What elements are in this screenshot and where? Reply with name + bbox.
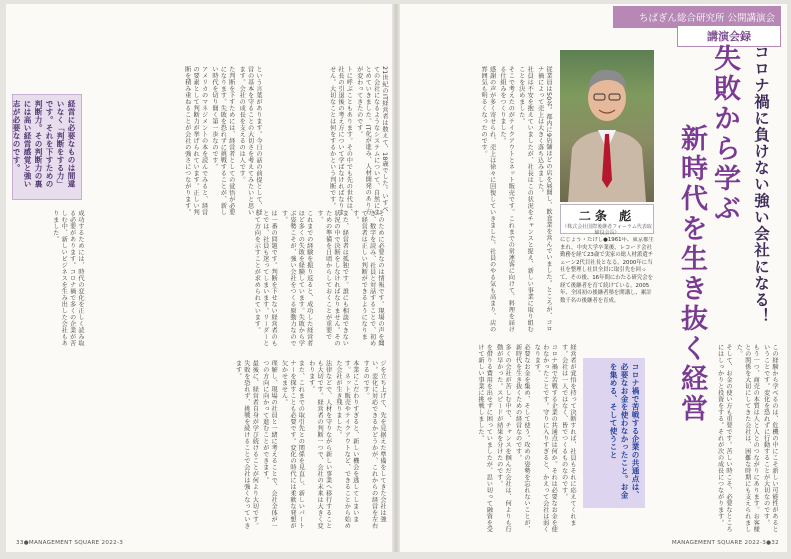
paragraph: 成功するためには、時代の変化を正しく読み取る必要があります。コロナ禍で多くの企業が苦しむ中、新しいビジネスを生み出した会社もありました。 [51,210,84,347]
paragraph: 理解し、現場の社員と一緒に考えることで、会社全体が一つの方向に向かって進むことができます。 [261,360,278,529]
speaker-photo [560,50,654,202]
speaker-affiliation: （株式会社国際後継者フォーラム代表取締役会長） [562,224,652,236]
speaker-name-box [560,204,654,234]
body-column [270,66,390,216]
pull-quote: 経営に必要なものは間違いなく「判断をする力」です。それを下すための判断力。その判断力の裏には高い経営感覚と強い志が必要なのです。 [12,94,82,200]
headline-main-1: 失敗から学ぶ [709,44,740,224]
magazine-spread [6,4,787,552]
paragraph: そして、お金の使い方も重要です。苦しい時こそ、必要なところにはしっかりと投資をする。それが次の成長につながります。 [716,344,732,533]
page-number-right: MANAGEMENT SQUARE 2022-3●32 [671,540,779,546]
paragraph: 法律などで、人材を守りながら新しい事業へ移行することも大切です。経営者の判断一つで、会社の未来は大きく変わります。 [307,360,332,529]
paragraph: という言葉があります。今日の話の前提として、経営の基本を守ることの大切さを考えてみたいと思います。会社の成長を支えるのは人です。 [238,66,262,216]
paragraph: 多くの会社が苦しむ中で、チャンスを掴んだ会社は、何よりも行動が早かった。スピードが結果を分けたのです。 [495,344,512,533]
speaker-name: 二条 彪 [578,209,636,223]
body-column [90,210,386,350]
paragraph: この経験から学べるのは、危機の中にこそ新しい可能性があるということです。変化を恐れずに行動することが大切なのです。 [762,344,778,533]
paragraph: アメリカのマネジメントの本を読んでみると、経営の要素として判断力が挙げられています。正しい判断を積み重ねることが会社の強さにつながります。 [183,66,208,216]
body-column [12,210,86,350]
speaker-bio: にじょう・たけし●1961年、東京都生まれ。中央大学卒業後、レコード会社勤務を経て23歳で実家の総人材派遣チェーン2代目社長となる。2000年に当社を整理し社員全員に取引先を回って、その後、16年間にわたる研究会を経て後継者を育て続けている。2005年、全国初の後継者塾を開講し、累計数千名の後継者を育成。 [560,237,654,304]
paragraph: コロナ禍で苦戦する企業の共通点は何か。それは必要なお金を使わなかったことです。守りに入りすぎると、かえって会社は弱くなります。 [533,344,558,533]
headline-main-2: 新時代を生き抜く経営 [676,124,707,424]
speaker-portrait-icon [560,50,654,202]
paragraph: を借りる費用を出せずに困っていましたが、思い切って融資を受けて新しい事業に挑戦しました。 [476,344,493,533]
paragraph: もう一つ、商売の本質は人と人とのつながりにあります。お客様との関係を大切にしてきた会社は、困難な時期にも支えられました。 [735,344,760,533]
section-label: 講演会録 [677,25,781,47]
body-column [12,360,388,532]
paragraph: そこで考えたのがテイクアウトとネット販売です。これまでの常連客に向けて、料理を届ける仕組みをつくりました。 [498,66,515,333]
page-number-left: 33●MANAGEMENT SQUARE 2022-3 [16,540,124,546]
paragraph: は一番の問題です。判断を下せない経営者のもとでは、社員も迷ってしまいます。リーダーとして方向を示すことが求められています。 [253,210,278,347]
headline-sub: コロナ禍に負けない強い会社になる！ [752,44,770,325]
page-left [6,4,394,552]
page-right [398,4,787,552]
paragraph: 本業にこだわりすぎると、新しい機会を逃してしまいます。ネット販売やテイクアウトなど、できることから始めた会社が生き残りました。 [334,360,359,529]
paragraph: そのために必要なのは情報です。現場の声を聞き、数字を読み、社員と対話することで、初めて経営者は正しい判断ができるようになります。 [351,210,384,347]
paragraph: これまでの経験を振り返ると、成功した経営者ほど多くの失敗を経験しています。失敗から学ぶ姿勢こそが、強い会社をつくる原動力なのです。 [280,210,313,347]
paragraph: 社員は不安を抱えていましたが、社長はこの状況をチャンスと捉え、新しい事業に取り組むことを決めました。 [517,66,534,333]
series-label: ちばぎん総合研究所 公開講演会 [613,6,781,28]
paragraph: 感謝の声が多く寄せられ、売上は徐々に回復していきました。社員のやる気も高まり、店の雰囲気も明るくなったのです。 [480,66,496,333]
paragraph: トに呼ぶこともあります。その中でも先の世代は、社長の引退後の考え方について学ばなければなりません。大切なことは何をするかという判断です。 [328,66,353,216]
paragraph: 従業員は50名。都内に9店舗ほどの店を展開し、飲食業を営んでいました。ところが、コロナ禍によって売上は大きく落ち込みました。 [536,66,552,333]
pull-quote: コロナ禍で苦戦する企業の共通点は、必要なお金を使わなかったこと。お金を集める、そして使うこと [583,358,645,508]
paragraph: ジを立ち上げて、先を見据えた準備をしてきた会社は強い。変化に対応できるかどうかが、これからの経営を左右するのです。 [362,360,386,529]
paragraph: た判断を下すためには、経営者としての覚悟が必要になります。失敗を恐れずに挑戦することが、新しい時代を切り開く第一歩なのです。 [210,66,235,216]
body-column [654,344,780,534]
paragraph: 21世紀のIT経営者は数えて、18歳でした。いすべての会社になるようなシステムについて、自然にまとめていきました。IT化が進み、人材開発のあり方が変わってきたのです。 [355,66,388,216]
paragraph: 経営者が覚悟を持って決断すれば、社員もそれに応えてくれます。会社は一人ではなく、皆でつくるものなのです。 [560,344,576,526]
paragraph: また、これまでの取引先との関係を見直し、新しいパートナーを探すことも必要です。変化の時代には柔軟な発想が欠かせません。 [280,360,305,529]
paragraph: 必要なお金を集め、そして使う。攻めの姿勢を忘れないことが、新時代を生き抜くための経営なのです。 [514,344,530,533]
body-column [404,344,578,534]
body-column [404,66,554,338]
paragraph: また、経営者は孤独です。誰にも相談できない状況の中で決断をしなければなりません。そのための準備を日頃からしておくことが重要です。 [316,210,349,347]
paragraph: 最後に、経営者自身が学び続けることが何より大切です。失敗を恐れず、挑戦を続けることで会社は強くなっていきます。 [234,360,259,529]
